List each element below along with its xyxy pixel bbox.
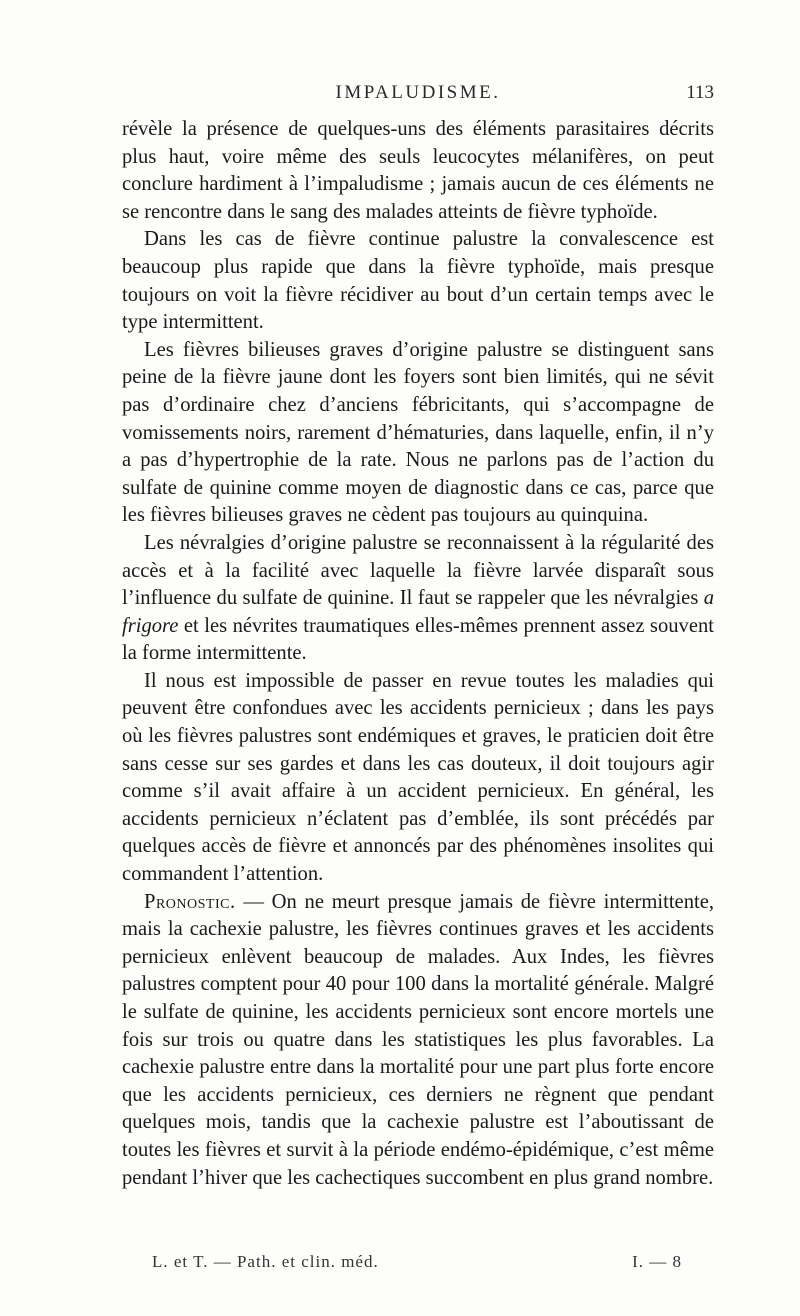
paragraph-1: révèle la présence de quelques-uns des éléments parasitaires décrits plus haut, voire même des seuls leucocytes mélanifères, on peut conclure hardiment à l’impaludisme ; jamais aucun de ces éléments ne se rencontre dans le sang des malades atteints de fièvre typhoïde.: [122, 118, 714, 223]
paragraph-3: Les fièvres bilieuses graves d’origine palustre se distinguent sans peine de la fièvre jaune dont les foyers sont bien limités, qui ne sévit pas d’ordinaire chez d’anciens fébricitants, qui s’accompagne de vomissements noirs, rarement d’hématuries, dans laquelle, enfin, il n’y a pas d’hypertrophie de la rate. Nous ne parlons pas de l’action du sulfate de quinine comme moyen de diagnostic dans ce cas, parce que les fièvres bilieuses graves ne cèdent pas toujours au quinquina.: [122, 338, 714, 527]
footer-book-reference: L. et T. — Path. et clin. méd.: [152, 1252, 379, 1271]
paragraph-4-text-a: Les névralgies d’origine palustre se reconnaissent à la régularité des accès et à la facilité avec laquelle la fièvre larvée disparaît sous l’influence du sulfate de quinine. Il faut se rappeler que les névralgies: [122, 531, 714, 610]
running-title: IMPALUDISME.: [335, 82, 501, 103]
paragraph-2: Dans les cas de fièvre continue palustre la convalescence est beaucoup plus rapide que dans la fièvre typhoïde, mais presque toujours on voit la fièvre récidiver au bout d’un certain temps avec le type intermittent.: [122, 228, 714, 334]
paragraph-4: [122, 530, 714, 668]
footer-signature-mark: I. — 8: [632, 1252, 682, 1271]
paragraph-5: Il nous est impossible de passer en revue toutes les maladies qui peuvent être confondues avec les accidents pernicieux ; dans les pays où les fièvres palustres sont endémiques et graves, le praticien doit être sans cesse sur ses gardes et dans les cas douteux, il doit toujours agir comme s’il avait affaire à un accident pernicieux. En général, les accidents pernicieux n’éclatent pas d’emblée, ils sont précédés par quelques accès de fièvre et annoncés par des phénomènes insolites qui commandent l’attention.: [122, 669, 714, 886]
paragraph-6: [122, 889, 714, 1193]
body-text: [122, 116, 714, 1192]
paragraph-4-latin-phrase: a frigore: [122, 587, 714, 637]
page-footer: [152, 1252, 682, 1276]
section-heading-pronostic: Pronostic.: [144, 890, 236, 913]
paragraph-4-text-b: et les névrites traumatiques elles-mêmes prennent assez souvent la forme intermittente.: [122, 614, 714, 665]
page-header: [122, 82, 714, 110]
paragraph-6-text: — On ne meurt presque jamais de fièvre intermittente, mais la cachexie palustre, les fièvres continues graves et les accidents pernicieux enlèvent beaucoup de malades. Aux Indes, les fièvres palustres comptent pour 40 pour 100 dans la mortalité générale. Malgré le sulfate de quinine, les accidents pernicieux sont encore mortels une fois sur trois ou quatre dans les statistiques les plus favorables. La cachexie palustre entre dans la mortalité pour une part plus forte encore que les accidents pernicieux, ces derniers ne règnent que pendant quelques mois, tandis que la cachexie palustre est l’aboutissant de toutes les fièvres et survit à la période endémo-épidémique, c’est même pendant l’hiver que les cachectiques succombent en plus grand nombre.: [122, 890, 715, 1189]
page-number: 113: [686, 82, 714, 103]
